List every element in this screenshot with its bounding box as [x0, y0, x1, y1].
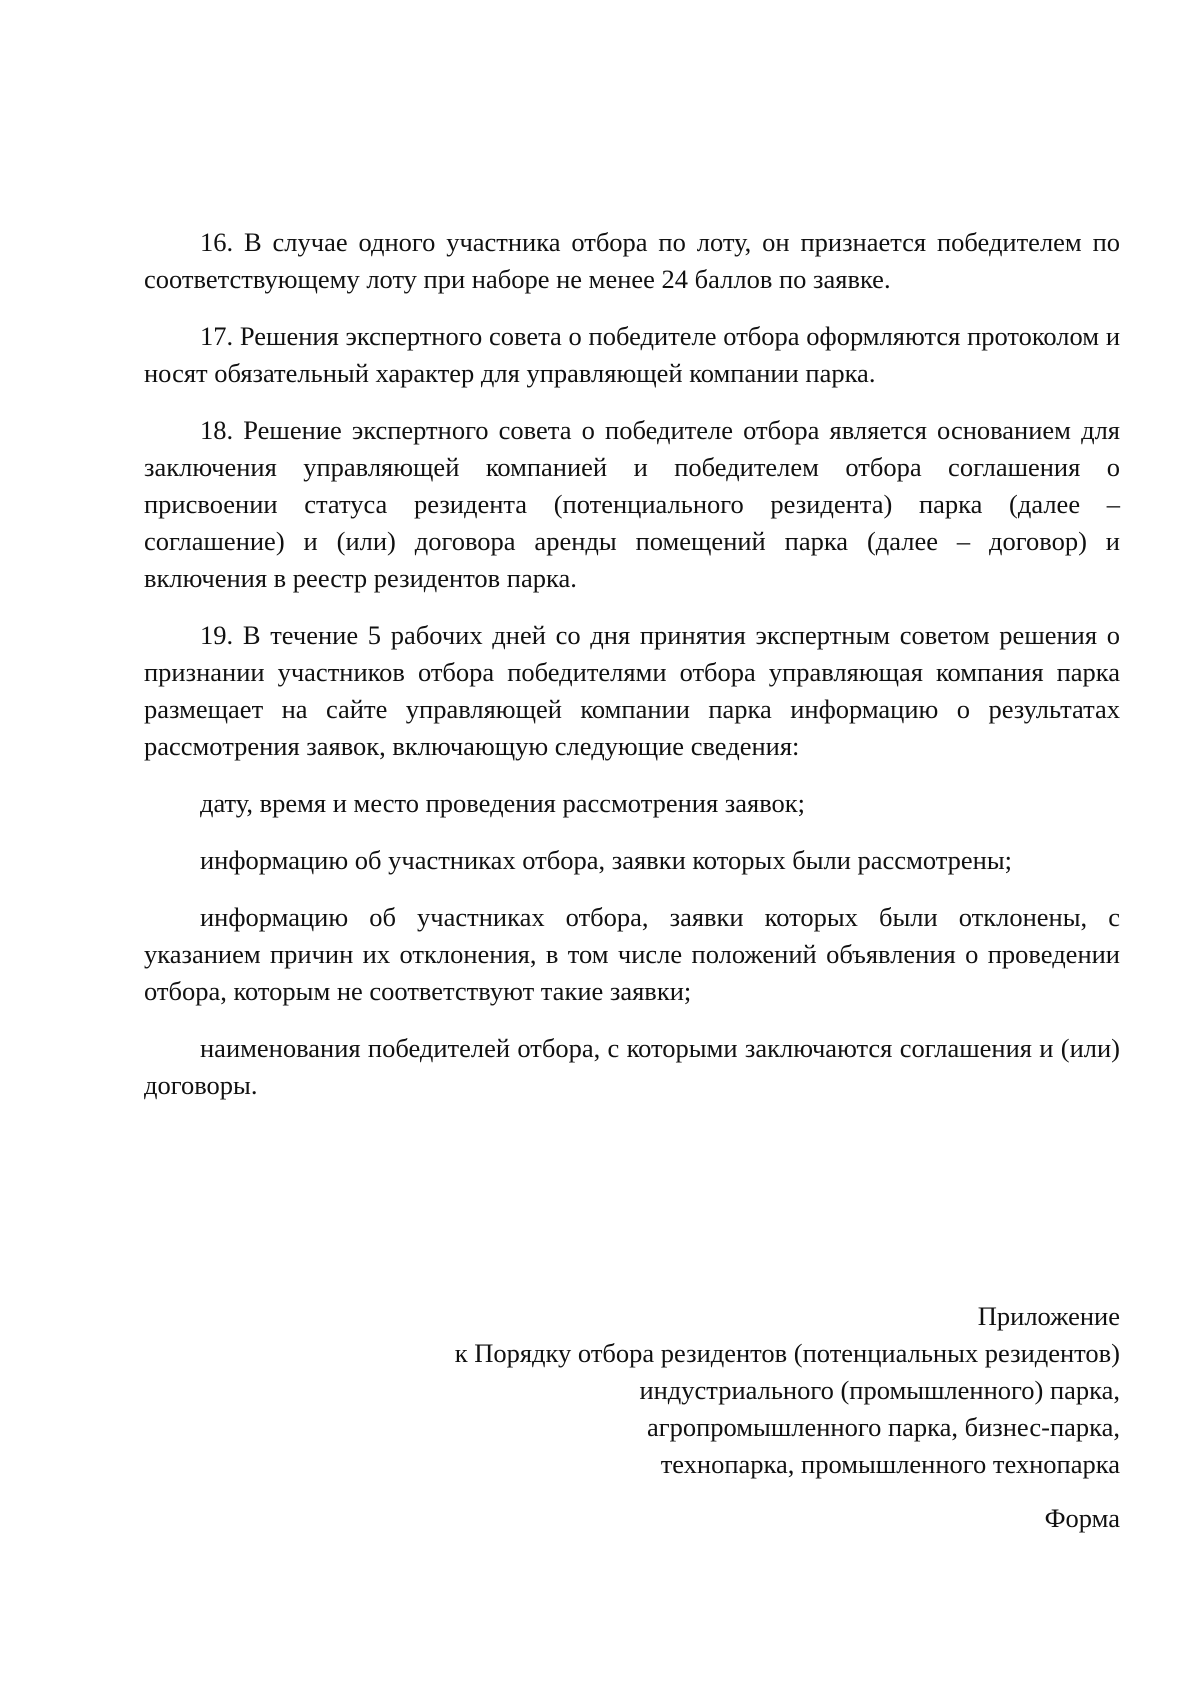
appendix-line: индустриального (промышленного) парка,: [639, 1375, 1120, 1405]
document-body: [144, 224, 1120, 1124]
appendix-line: агропромышленного парка, бизнес-парка,: [646, 1412, 1120, 1442]
list-item-date: дату, время и место проведения рассмотрения заявок;: [200, 788, 806, 818]
paragraph-17: 17. Решения экспертного совета о победителе отбора оформляются протоколом и носят обязательный характер для управляющей компании парка.: [144, 321, 1120, 388]
form-label: Форма: [1044, 1503, 1120, 1533]
appendix-title: Приложение: [977, 1301, 1120, 1331]
paragraph-19: 19. В течение 5 рабочих дней со дня принятия экспертным советом решения о признании участников отбора победителями отбора управляющая компания парка размещает на сайте управляющей компании парка информацию о результатах рассмотрения заявок, включающую следующие сведения:: [144, 620, 1120, 761]
appendix-header: [380, 1298, 1120, 1483]
list-item-rejected: информацию об участниках отбора, заявки которых были отклонены, с указанием причин их отклонения, в том числе положений объявления о проведении отбора, которым не соответствуют такие заявки;: [144, 902, 1120, 1006]
appendix-line: к Порядку отбора резидентов (потенциальных резидентов): [454, 1338, 1120, 1368]
paragraph-18: 18. Решение экспертного совета о победителе отбора является основанием для заключения управляющей компанией и победителем отбора соглашения о присвоении статуса резидента (потенциального резидента) парка (далее – соглашение) и (или) договора аренды помещений парка (далее – договор) и включения в реестр резидентов парка.: [144, 415, 1120, 593]
appendix-line: технопарка, промышленного технопарка: [660, 1449, 1120, 1479]
list-item-reviewed: информацию об участниках отбора, заявки которых были рассмотрены;: [200, 845, 1013, 875]
paragraph-16: 16. В случае одного участника отбора по лоту, он признается победителем по соответствующему лоту при наборе не менее 24 баллов по заявке.: [144, 227, 1120, 294]
list-item-winners: наименования победителей отбора, с которыми заключаются соглашения и (или) договоры.: [144, 1033, 1120, 1100]
